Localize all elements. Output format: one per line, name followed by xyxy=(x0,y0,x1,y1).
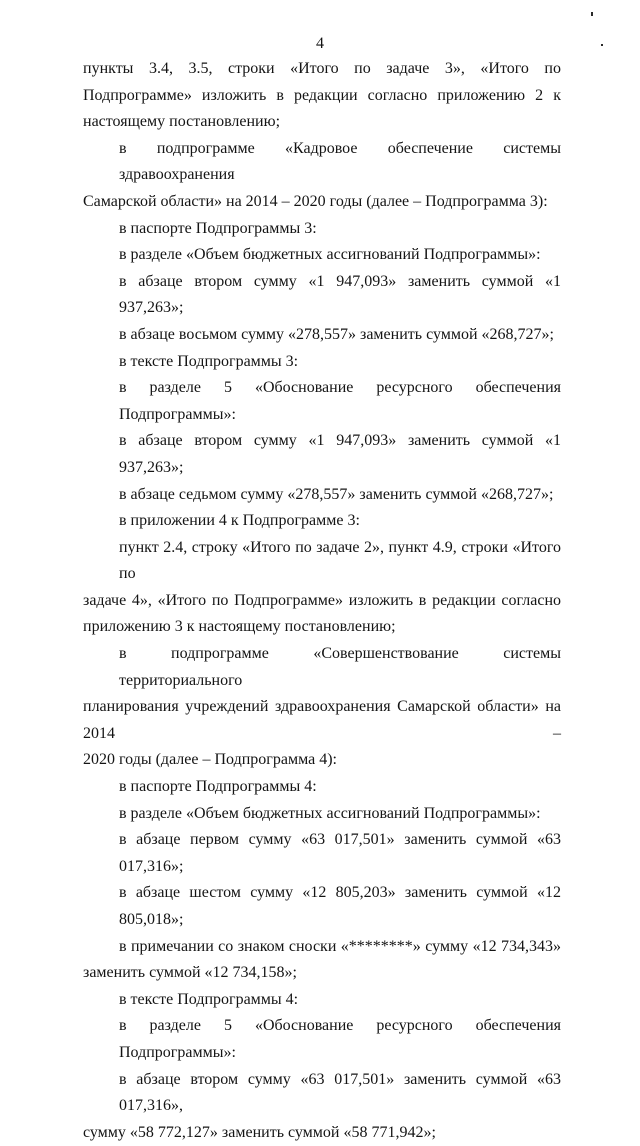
text-line: планирования учреждений здравоохранения Самарской области» на 2014 – xyxy=(83,698,561,742)
text-line: в тексте Подпрограммы 3: xyxy=(119,352,299,370)
paragraph xyxy=(83,801,561,828)
text-line: в разделе 5 «Обоснование ресурсного обеспечения Подпрограммы»: xyxy=(119,379,561,423)
text-line: в приложении 4 к Подпрограмме 3: xyxy=(119,512,360,530)
text-line: в подпрограмме «Совершенствование системы территориального xyxy=(119,645,561,689)
text-line: в разделе 5 «Обоснование ресурсного обеспечения Подпрограммы»: xyxy=(119,1017,561,1061)
paragraph xyxy=(83,987,561,1014)
paragraph xyxy=(83,508,561,535)
text-line: 2020 годы (далее – Подпрограмма 4): xyxy=(83,751,337,769)
paragraph xyxy=(83,242,561,269)
text-line: заменить суммой «12 734,158»; xyxy=(83,964,297,982)
page-number: 4 xyxy=(316,35,324,52)
paragraph xyxy=(83,136,561,216)
text-line: в разделе «Объем бюджетных ассигнований Подпрограммы»: xyxy=(119,804,541,822)
paragraph xyxy=(83,641,561,774)
text-line: сумму «58 772,127» заменить суммой «58 771,942»; xyxy=(83,1123,436,1141)
paragraph xyxy=(83,269,561,322)
scan-speck xyxy=(591,12,593,16)
paragraph xyxy=(83,774,561,801)
text-line: в абзаце втором сумму «1 947,093» заменить суммой «1 937,263»; xyxy=(119,272,561,317)
text-line: в абзаце шестом сумму «12 805,203» заменить суммой «12 805,018»; xyxy=(119,884,561,928)
paragraph xyxy=(83,1067,561,1146)
paragraph xyxy=(83,1013,561,1066)
document-body xyxy=(83,56,561,1146)
paragraph xyxy=(83,827,561,880)
text-line: в паспорте Подпрограммы 3: xyxy=(119,219,317,237)
text-line: задаче 4», «Итого по Подпрограмме» изложить в редакции согласно xyxy=(83,591,561,609)
paragraph xyxy=(83,535,561,641)
paragraph xyxy=(83,322,561,349)
text-line: в подпрограмме «Кадровое обеспечение системы здравоохранения xyxy=(119,139,561,184)
paragraph xyxy=(83,56,561,136)
text-line: в абзаце втором сумму «1 947,093» заменить суммой «1 937,263»; xyxy=(119,432,561,476)
text-line: в абзаце восьмом сумму «278,557» заменить суммой «268,727»; xyxy=(119,325,554,343)
text-line: в тексте Подпрограммы 4: xyxy=(119,990,299,1008)
paragraph xyxy=(83,216,561,243)
paragraph xyxy=(83,880,561,933)
text-line: в паспорте Подпрограммы 4: xyxy=(119,778,317,796)
text-line: в абзаце втором сумму «63 017,501» заменить суммой «63 017,316», xyxy=(119,1070,561,1115)
text-line: в примечании со знаком сноски «********» сумму «12 734,343» xyxy=(119,937,561,955)
paragraph xyxy=(83,934,561,987)
text-line: пункт 2.4, строку «Итого по задаче 2», пункт 4.9, строки «Итого по xyxy=(119,538,561,583)
text-line: пункты 3.4, 3.5, строки «Итого по задаче 3», «Итого по xyxy=(83,60,561,77)
paragraph xyxy=(83,428,561,481)
paragraph xyxy=(83,375,561,428)
text-line: Подпрограмме» изложить в редакции согласно приложению 2 к xyxy=(83,86,561,104)
paragraph xyxy=(83,349,561,376)
text-line: в абзаце первом сумму «63 017,501» заменить суммой «63 017,316»; xyxy=(119,831,561,875)
paragraph xyxy=(83,482,561,509)
text-line: приложению 3 к настоящему постановлению; xyxy=(83,618,396,636)
text-line: в абзаце седьмом сумму «278,557» заменить суммой «268,727»; xyxy=(119,485,554,503)
text-line: настоящему постановлению; xyxy=(83,113,281,131)
text-line: Самарской области» на 2014 – 2020 годы (далее – Подпрограмма 3): xyxy=(83,192,548,210)
text-line: в разделе «Объем бюджетных ассигнований Подпрограммы»: xyxy=(119,246,541,264)
